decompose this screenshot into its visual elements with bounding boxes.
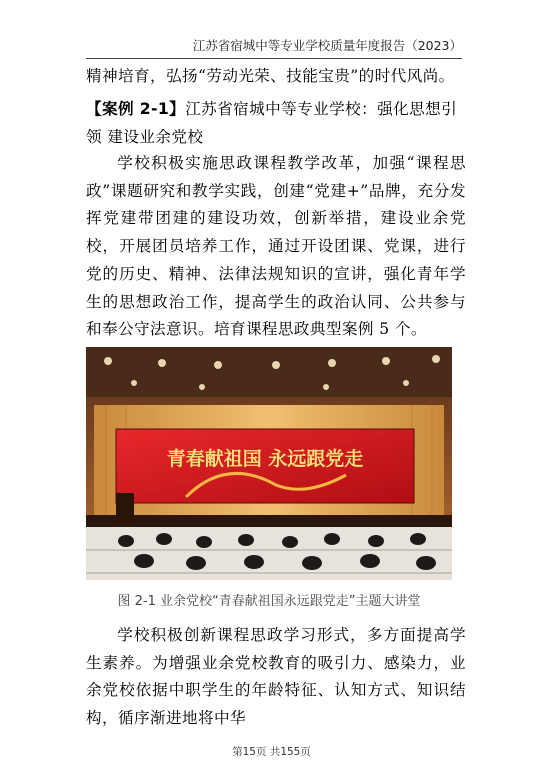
screen-slogan: 青春献祖国 永远跟党走 (166, 448, 364, 470)
case-heading (86, 96, 466, 151)
paragraph-intro: 精神培育，弘扬“劳动光荣、技能宝贵”的时代风尚。 (86, 67, 455, 85)
paragraph-continuation: 学校积极创新课程思政学习形式，多方面提高学生素养。为增强业余党校教育的吸引力、感染力，业余党校依据中职学生的年龄特征、认知方式、知识结构，循序渐进地将中华 (86, 626, 466, 728)
page-number: 第15页 共155页 (232, 746, 311, 758)
figure-caption: 图 2-1 业余党校“青春献祖国永远跟党走”主题大讲堂 (117, 594, 421, 609)
case-title: 江苏省宿城中等专业学校：强化思想引领 建设业余党校 (86, 100, 458, 146)
lecture-hall-photo (86, 347, 452, 580)
paragraph-case-body: 学校积极实施思政课程教学改革，加强“课程思政”课题研究和教学实践，创建“党建+”品牌，充分发挥党建带团建的建设功效，创新举措，建设业余党校，开展团员培养工作，通过开设团课、党课，进行党的历史、精神、法律法规知识的宣讲，强化青年学生的思想政治工作，提高学生的政治认同、公共参与和奉公守法意识。培育课程思政典型案例 5 个。 (86, 154, 466, 339)
report-title: 江苏省宿城中等专业学校质量年度报告（2023） (192, 38, 462, 53)
case-label: 【案例 2-1】 (86, 100, 186, 118)
page-header (86, 36, 462, 59)
